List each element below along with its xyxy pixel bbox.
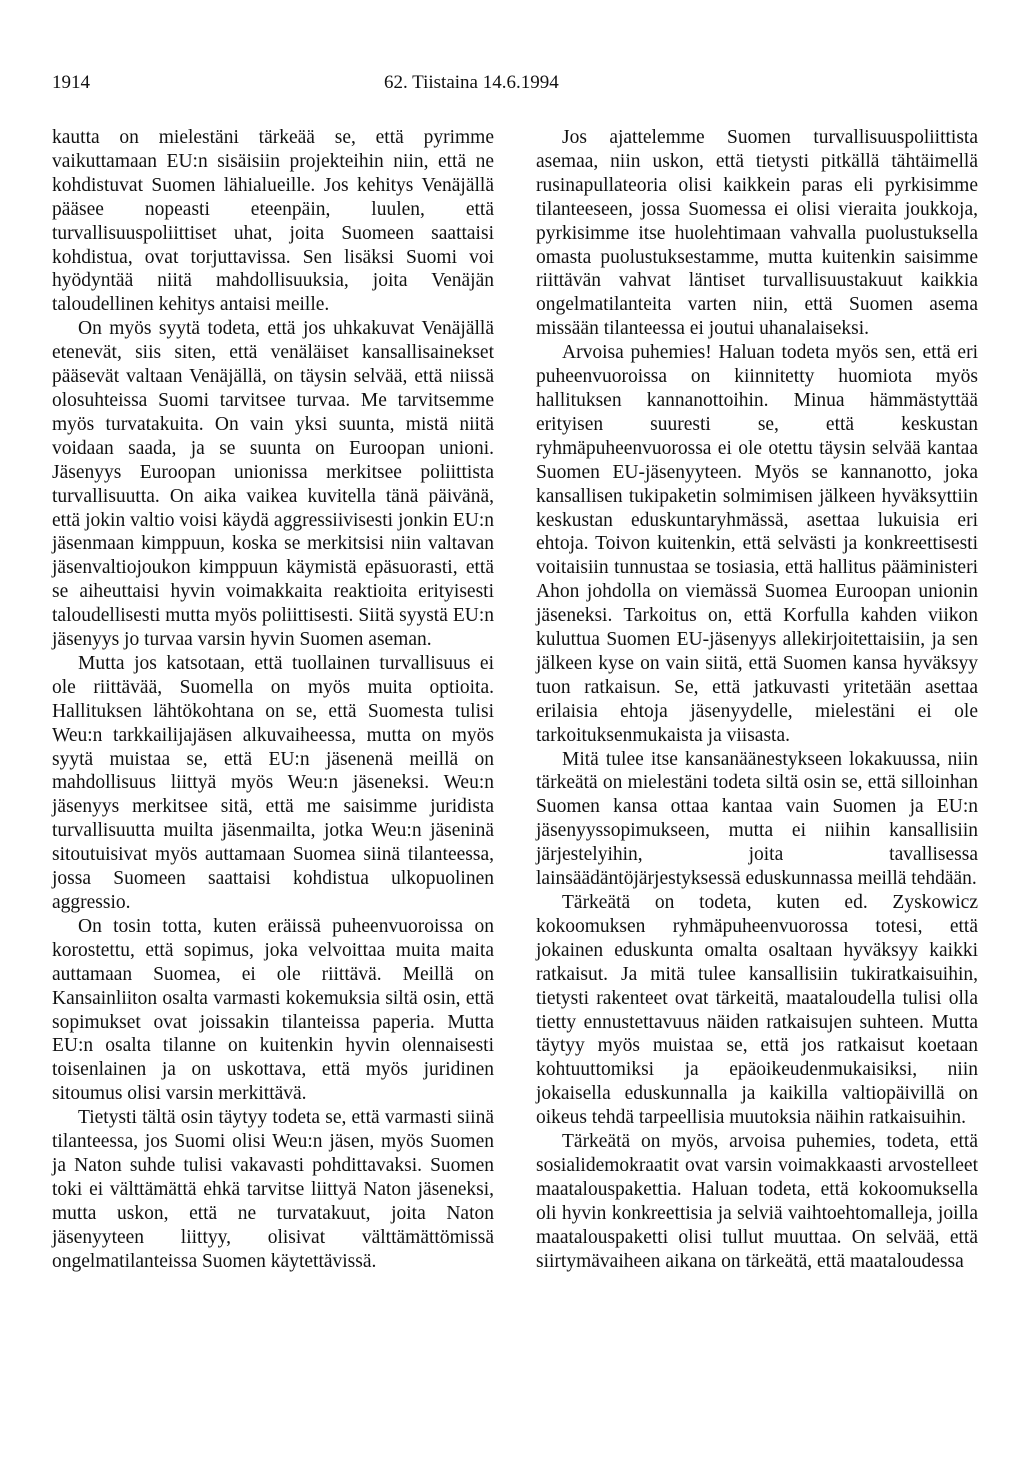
right-column xyxy=(536,126,978,1274)
session-header: 62. Tiistaina 14.6.1994 xyxy=(384,72,559,93)
paragraph: Arvoisa puhemies! Haluan todeta myös sen, että eri puheenvuoroissa on kiinnitetty huomiota myös hallituksen kannanottoihin. Minua hämmästyttää erityisen suuresti se, että keskustan ryhmäpuheenvuorossa ei ole otettu täysin selvää kantaa Suomen EU-jäsenyyteen. Myös se kannanotto, joka kansallisen tukipaketin solmimisen jälkeen hyväksyttiin keskustan eduskuntaryhmässä, asettaa lukuisia eri ehtoja. Toivon kuitenkin, että selvästi ja konkreettisesti voitaisiin tunnustaa se tosiasia, että hallitus pääministeri Ahon johdolla on viemässä Suomea Euroopan unionin jäseneksi. Tarkoitus on, että Korfulla kahden viikon kuluttua Suomen EU-jäsenyys allekirjoitettaisiin, ja sen jälkeen kyse on vain siitä, että Suomen kansa hyväksyy tuon ratkaisun. Se, että jatkuvasti yritetään asettaa erilaisia ehtoja jäsenyydelle, mielestäni ei ole tarkoituksenmukaista ja viisasta. xyxy=(536,342,978,746)
paragraph: Tärkeätä on todeta, kuten ed. Zyskowicz kokoomuksen ryhmäpuheenvuorossa totesi, että jokainen eduskunta omalta osaltaan hyväksyy kaikki ratkaisut. Ja mitä tulee kansallisiin tukiratkaisuihin, tietysti rakenteet ovat tärkeitä, maataloudella tulisi olla tietty ennustettavuus näiden ratkaisujen suhteen. Mutta täytyy myös muistaa se, että jos ratkaisut koetaan kohtuuttomiksi ja epäoikeudenmukaisiksi, niin jokaisella eduskunnalla ja kaikilla valtiopäivillä on oikeus tehdä tarpeellisia muutoksia näihin ratkaisuihin. xyxy=(536,892,978,1129)
paragraph: Tietysti tältä osin täytyy todeta se, että varmasti siinä tilanteessa, jos Suomi olisi Weu:n jäsen, myös Suomen ja Naton suhde tulisi vakavasti pohdittavaksi. Suomen toki ei välttämättä ehkä tarvitse liittyä Naton jäseneksi, mutta uskon, että ne turvatakuut, joita Naton jäsenyyteen liittyy, olisivat välttämättömissä ongelmatilanteissa Suomen käytettävissä. xyxy=(52,1107,494,1272)
paragraph: On tosin totta, kuten eräissä puheenvuoroissa on korostettu, että sopimus, joka velvoittaa muita maita auttamaan Suomea, ei ole riittävä. Meillä on Kansainliiton osalta varmasti kokemuksia siltä osin, että sopimukset ovat joissakin tilanteissa paperia. Mutta EU:n osalta tilanne on kuitenkin hyvin olennaisesti toisenlainen ja on uskottava, että myös juridinen sitoumus olisi varsin merkittävä. xyxy=(52,915,494,1105)
paragraph: Mutta jos katsotaan, että tuollainen turvallisuus ei ole riittävää, Suomella on myös muita optioita. Hallituksen lähtökohtana on se, että Suomesta tulisi Weu:n tarkkailijajäsen alkuvaiheessa, mutta on myös syytä muistaa se, että EU:n jäsenenä meillä on mahdollisuus liittyä myös Weu:n jäseneksi. Weu:n jäsenyys merkitsee sitä, että me saisimme juridista turvallisuutta muilta jäsenmailta, jotka Weu:n jäseninä sitoutuisivat myös auttamaan Suomea siinä tilanteessa, jossa Suomeen saattaisi kohdistua ulkopuolinen aggressio. xyxy=(52,652,494,913)
paragraph: kautta on mielestäni tärkeää se, että pyrimme vaikuttamaan EU:n sisäisiin projekteihin niin, että ne kohdistuvat Suomen lähialueille. Jos kehitys Venäjällä pääsee nopeasti eteenpäin, luulen, että turvallisuuspoliittiset uhat, joita Suomeen saattaisi kohdistua, ovat torjuttavissa. Sen lisäksi Suomi voi hyödyntää niitä mahdollisuuksia, joita Venäjän taloudellinen kehitys antaisi meille. xyxy=(52,127,494,316)
paragraph: Jos ajattelemme Suomen turvallisuuspoliittista asemaa, niin uskon, että tietysti pitkällä tähtäimellä rusinapullateoria olisi kaikkein paras eli pyrkisimme tilanteeseen, jossa Suomessa ei olisi vieraita joukkoja, pyrkisimme itse huolehtimaan vahvalla puolustuksella omasta puolustuksestamme, mutta kuitenkin saisimme riittävän vahvat läntiset turvallisuustakuut kaikkia ongelmatilanteita varten niin, että Suomen asema missään tilanteessa ei joutui uhanalaiseksi. xyxy=(536,127,978,340)
page-number: 1914 xyxy=(52,72,90,93)
left-column xyxy=(52,126,494,1274)
paragraph: Mitä tulee itse kansanäänestykseen lokakuussa, niin tärkeätä on mielestäni todeta siltä osin se, että silloinhan Suomen kansa ottaa kantaa vain Suomen ja EU:n jäsenyyssopimukseen, mutta ei niihin kansallisiin järjestelyihin, joita tavallisessa lainsäädäntöjärjestyksessä eduskunnassa meillä tehdään. xyxy=(536,748,978,890)
paragraph: Tärkeätä on myös, arvoisa puhemies, todeta, että sosialidemokraatit ovat varsin voimakkaasti arvostelleet maatalouspakettia. Haluan todeta, että kokoomuksella oli hyvin konkreettisia ja selviä vaihtoehtomalleja, joilla maatalouspaketti olisi tullut muuttaa. On selvää, että siirtymävaiheen aikana on tärkeätä, että maataloudessa xyxy=(536,1131,978,1272)
paragraph: On myös syytä todeta, että jos uhkakuvat Venäjällä etenevät, siis siten, että venäläiset kansallisainekset pääsevät valtaan Venäjällä, on täysin selvää, että niissä olosuhteissa Suomi tarvitsee turvaa. Me tarvitsemme myös turvatakuita. On vain yksi suunta, mistä niitä voidaan saada, ja se suunta on Euroopan unioni. Jäsenyys Euroopan unionissa merkitsee poliittista turvallisuutta. On aika vaikea kuvitella tänä päivänä, että jokin valtio voisi käydä aggressiivisesti jonkin EU:n jäsenmaan kimppuun, koska se merkitsisi niin valtavan jäsenvaltiojoukon kimppuun käymistä epäsuorasti, että se aiheuttaisi hyvin voimakkaita reaktioita erityisesti taloudellisesti mutta myös poliittisesti. Siitä syystä EU:n jäsenyys jo turvaa varsin hyvin Suomen aseman. xyxy=(52,318,494,651)
